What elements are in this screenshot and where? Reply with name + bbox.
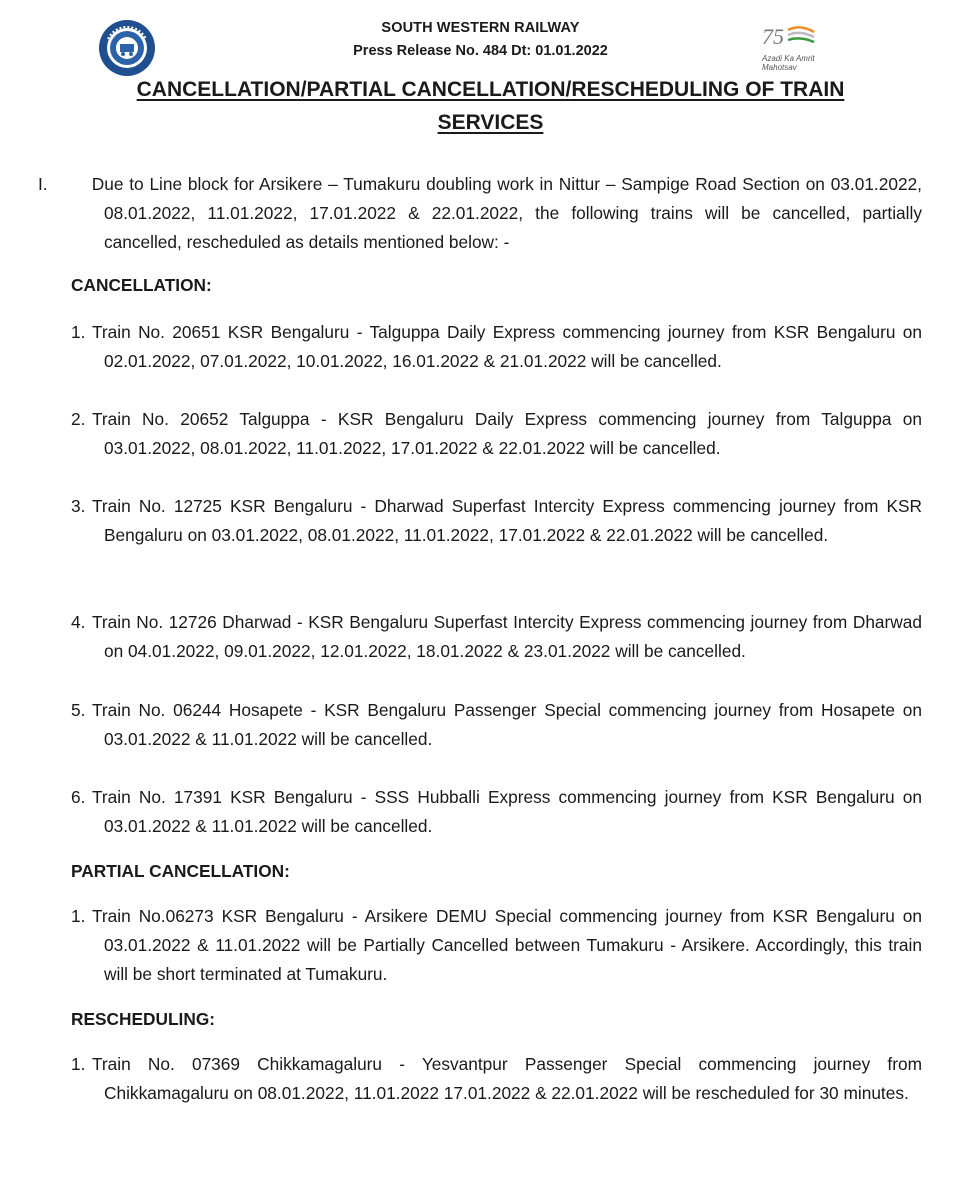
item-text: Train No. 07369 Chikkamagaluru - Yesvantpur Passenger Special commencing journey from Chikkamagaluru on 08.01.2022, 11.01.2022 17.01.2022 & 22.01.2022 will be rescheduled for 30 minutes. xyxy=(92,1054,922,1103)
intro-paragraph xyxy=(38,170,922,257)
item-text: Train No. 12726 Dharwad - KSR Bengaluru Superfast Intercity Express commencing journey from Dharwad on 04.01.2022, 09.01.2022, 12.01.2022, 18.01.2022 & 23.01.2022 will be cancelled. xyxy=(92,612,922,661)
item-number: 2. xyxy=(71,409,86,429)
item-text: Train No. 06244 Hosapete - KSR Bengaluru Passenger Special commencing journey from Hosapete on 03.01.2022 & 11.01.2022 will be cancelled. xyxy=(92,700,922,749)
item-number: 1. xyxy=(71,1054,86,1074)
cancellation-item xyxy=(71,696,922,754)
item-text: Train No. 20651 KSR Bengaluru - Talguppa Daily Express commencing journey from KSR Bengaluru on 02.01.2022, 07.01.2022, 10.01.2022, 16.01.2022 & 21.01.2022 will be cancelled. xyxy=(92,322,922,371)
partial-cancellation-item xyxy=(71,902,922,989)
organization-name: SOUTH WESTERN RAILWAY xyxy=(381,20,580,36)
intro-number: I. xyxy=(38,174,48,194)
cancellation-item xyxy=(71,318,922,376)
item-number: 6. xyxy=(71,787,86,807)
cancellation-item xyxy=(71,405,922,463)
intro-text: Due to Line block for Arsikere – Tumakuru doubling work in Nittur – Sampige Road Section on 03.01.2022, 08.01.2022, 11.01.2022, 17.01.2022 & 22.01.2022, the following trains will be cancelled, partially cancelled, rescheduled as details mentioned below: - xyxy=(91,174,922,252)
item-text: Train No. 20652 Talguppa - KSR Bengaluru Daily Express commencing journey from Talguppa on 03.01.2022, 08.01.2022, 11.01.2022, 17.01.2022 & 22.01.2022 will be cancelled. xyxy=(92,409,922,458)
press-release-number: Press Release No. 484 Dt: 01.01.2022 xyxy=(353,43,608,59)
item-number: 5. xyxy=(71,700,86,720)
rescheduling-item xyxy=(71,1050,922,1108)
item-text: Train No. 17391 KSR Bengaluru - SSS Hubballi Express commencing journey from KSR Bengaluru on 03.01.2022 & 11.01.2022 will be cancelled. xyxy=(92,787,922,836)
azadi-logo-text: Azadi Ka Amrit Mahotsav xyxy=(762,54,815,72)
item-text: Train No.06273 KSR Bengaluru - Arsikere DEMU Special commencing journey from KSR Bengaluru on 03.01.2022 & 11.01.2022 will be Partially Cancelled between Tumakuru - Arsikere. Accordingly, this train will be short terminated at Tumakuru. xyxy=(92,906,922,984)
rescheduling-heading: RESCHEDULING: xyxy=(71,1009,216,1029)
document-title: CANCELLATION/PARTIAL CANCELLATION/RESCHEDULING OF TRAIN SERVICES xyxy=(136,78,845,134)
cancellation-item xyxy=(71,492,922,550)
item-number: 1. xyxy=(71,906,86,926)
cancellation-heading: CANCELLATION: xyxy=(71,275,212,295)
svg-text:75: 75 xyxy=(762,24,784,49)
item-number: 1. xyxy=(71,322,86,342)
item-number: 3. xyxy=(71,496,86,516)
cancellation-item xyxy=(71,608,922,666)
cancellation-item xyxy=(71,783,922,841)
item-text: Train No. 12725 KSR Bengaluru - Dharwad Superfast Intercity Express commencing journey from KSR Bengaluru on 03.01.2022, 08.01.2022, 11.01.2022, 17.01.2022 & 22.01.2022 will be cancelled. xyxy=(92,496,922,545)
item-number: 4. xyxy=(71,612,86,632)
partial-cancellation-heading: PARTIAL CANCELLATION: xyxy=(71,861,290,881)
